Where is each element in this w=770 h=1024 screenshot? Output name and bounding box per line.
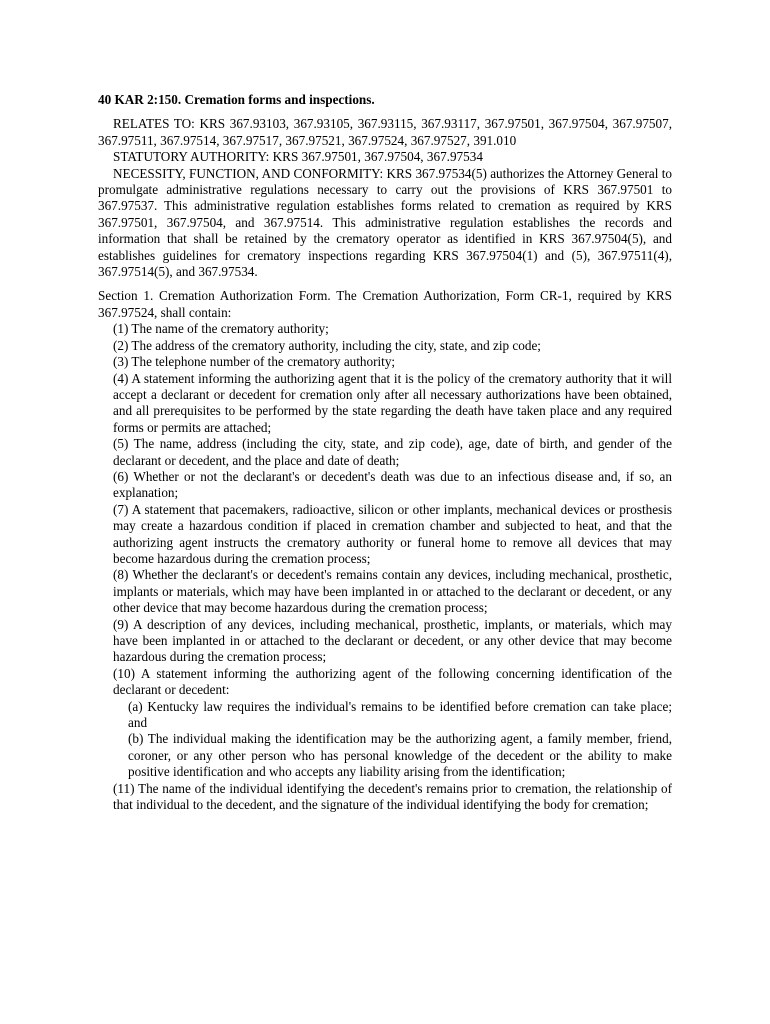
relates-to: RELATES TO: KRS 367.93103, 367.93105, 367.93115, 367.93117, 367.97501, 367.97504, 367.97507, 367.97511, 367.97514, 367.97517, 367.97521, 367.97524, 367.97527, 391.010 [98,116,672,148]
list-item: (6) Whether or not the declarant's or decedent's death was due to an infectious disease and, if so, an explanation; [113,468,672,501]
list-item: (9) A description of any devices, including mechanical, prosthetic, implants, or materials, which may have been implanted in or attached to the declarant or decedent, or any other device that may become hazardous during the cremation process; [113,616,672,665]
statutory-authority: STATUTORY AUTHORITY: KRS 367.97501, 367.97504, 367.97534 [113,149,483,165]
list-item: (10) A statement informing the authorizing agent of the following concerning identification of the declarant or decedent: [113,665,672,698]
list-item: (7) A statement that pacemakers, radioactive, silicon or other implants, mechanical devices or prosthesis may create a hazardous condition if placed in cremation chamber and subjected to heat, and that the authorizing agent instructs the crematory authority or funeral home to remove all devices that may become hazardous during the cremation process; [113,501,672,566]
list-item: (5) The name, address (including the city, state, and zip code), age, date of birth, and gender of the declarant or decedent, and the place and date of death; [113,436,672,468]
list-item: (1) The name of the crematory authority; [113,321,329,337]
necessity-paragraph: NECESSITY, FUNCTION, AND CONFORMITY: KRS 367.97534(5) authorizes the Attorney General to promulgate administrative regulations necessary to carry out the provisions of KRS 367.97501 to 367.97537. This administrative regulation establishes forms related to cremation as required by KRS 367.97501, 367.97504, and 367.97514. This administrative regulation establishes the records and information that shall be retained by the crematory operator as identified in KRS 367.97504(5), and establishes guidelines for crematory inspections regarding KRS 367.97504(1) and (5), 367.97511(4), 367.97514(5), and 367.97534. [98,165,672,280]
list-item: (3) The telephone number of the crematory authority; [113,354,396,370]
document-title: 40 KAR 2:150. Cremation forms and inspections. [98,92,375,107]
list-item: (8) Whether the declarant's or decedent's remains contain any devices, including mechanical, prosthetic, implants or materials, which may have been implanted in or attached to the declarant or decedent, or any other device that may become hazardous during the cremation process; [113,567,672,616]
list-item: (11) The name of the individual identifying the decedent's remains prior to cremation, the relationship of that individual to the decedent, and the signature of the individual identifying the body for cremation; [113,780,672,813]
section-1-heading: Section 1. Cremation Authorization Form. The Cremation Authorization, Form CR-1, required by KRS 367.97524, shall contain: [98,288,672,320]
sub-list-item: (a) Kentucky law requires the individual's remains to be identified before cremation can take place; and [128,698,672,731]
sub-list-item: (b) The individual making the identification may be the authorizing agent, a family member, friend, coroner, or any other person who has personal knowledge of the decedent or the ability to make positive identification and who accepts any liability arising from the identification; [128,731,672,780]
list-item: (4) A statement informing the authorizing agent that it is the policy of the crematory authority that it will accept a declarant or decedent for cremation only after all necessary authorizations have been obtained, and all prerequisites to be performed by the state regarding the death have taken place and any required forms or permits are attached; [113,370,672,435]
list-item: (2) The address of the crematory authority, including the city, state, and zip code; [113,337,541,353]
document-page [98,92,672,813]
